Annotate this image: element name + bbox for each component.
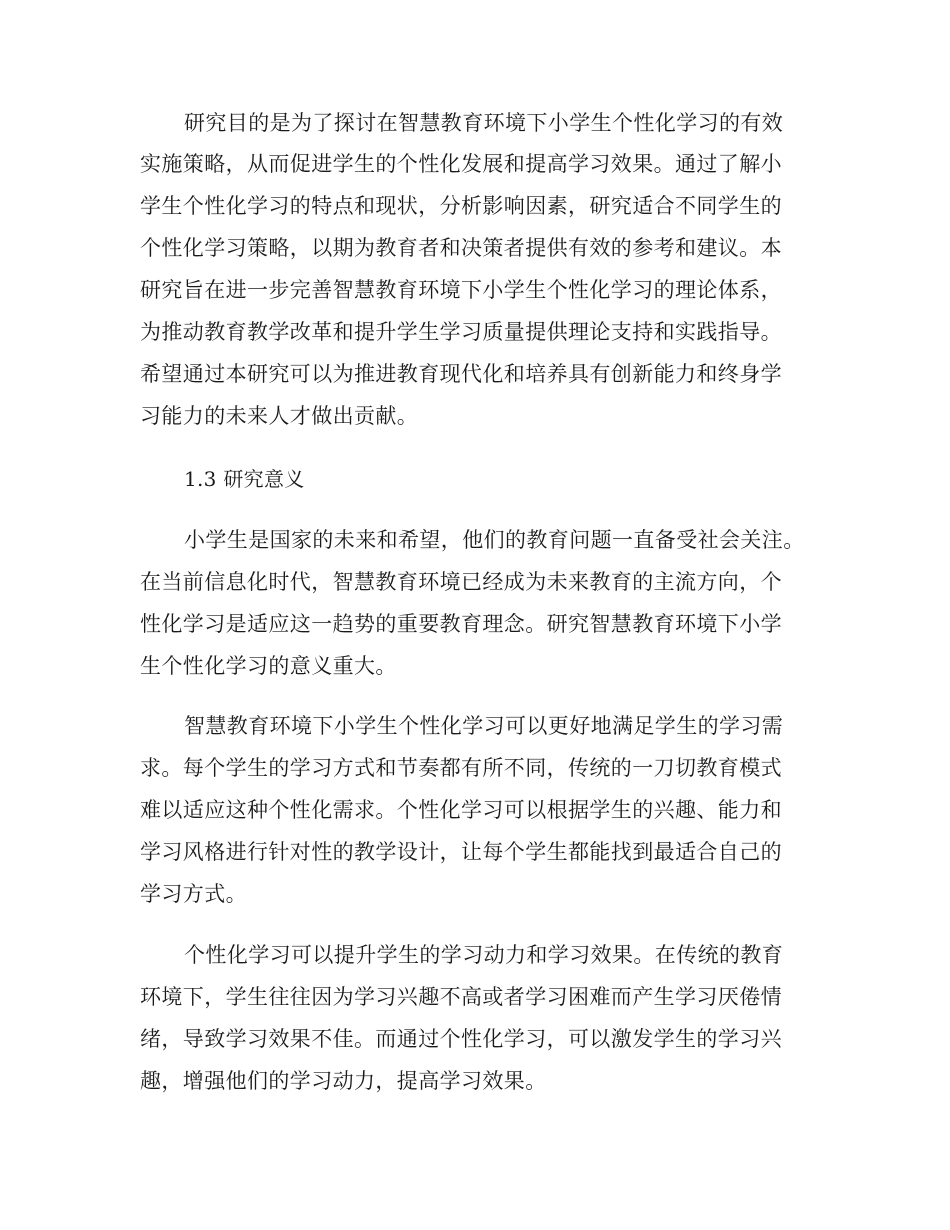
text-line: 在当前信息化时代，智慧教育环境已经成为未来教育的主流方向，个 [140,570,782,594]
text-line: 难以适应这种个性化需求。个性化学习可以根据学生的兴趣、能力和 [140,798,782,822]
text-line: 研究旨在进一步完善智慧教育环境下小学生个性化学习的理论体系， [140,278,782,302]
text-line: 性化学习是适应这一趋势的重要教育理念。研究智慧教育环境下小学 [140,612,782,636]
section-heading: 1.3 研究意义 [184,467,305,491]
text-line: 为推动教育教学改革和提升学生学习质量提供理论支持和实践指导。 [140,320,782,344]
text-line: 习能力的未来人才做出贡献。 [140,404,419,428]
text-line: 绪，导致学习效果不佳。而通过个性化学习，可以激发学生的学习兴 [140,1027,782,1051]
text-line: 智慧教育环境下小学生个性化学习可以更好地满足学生的学习需 [184,714,784,738]
text-line: 研究目的是为了探讨在智慧教育环境下小学生个性化学习的有效 [184,111,784,135]
text-line: 学习风格进行针对性的教学设计，让每个学生都能找到最适合自己的 [140,840,782,864]
text-line: 个性化学习策略，以期为教育者和决策者提供有效的参考和建议。本 [140,236,782,260]
text-line: 个性化学习可以提升学生的学习动力和学习效果。在传统的教育 [184,943,784,967]
text-line: 生个性化学习的意义重大。 [140,654,397,678]
text-line: 趣，增强他们的学习动力，提高学习效果。 [140,1069,547,1093]
text-line: 希望通过本研究可以为推进教育现代化和培养具有创新能力和终身学 [140,362,782,386]
text-line: 学习方式。 [140,882,247,906]
text-line: 求。每个学生的学习方式和节奏都有所不同，传统的一刀切教育模式 [140,756,782,780]
text-line: 环境下，学生往往因为学习兴趣不高或者学习困难而产生学习厌倦情 [140,985,782,1009]
text-line: 实施策略，从而促进学生的个性化发展和提高学习效果。通过了解小 [140,152,782,176]
text-line: 小学生是国家的未来和希望，他们的教育问题一直备受社会关注。 [184,528,805,552]
text-line: 学生个性化学习的特点和现状，分析影响因素，研究适合不同学生的 [140,194,782,218]
